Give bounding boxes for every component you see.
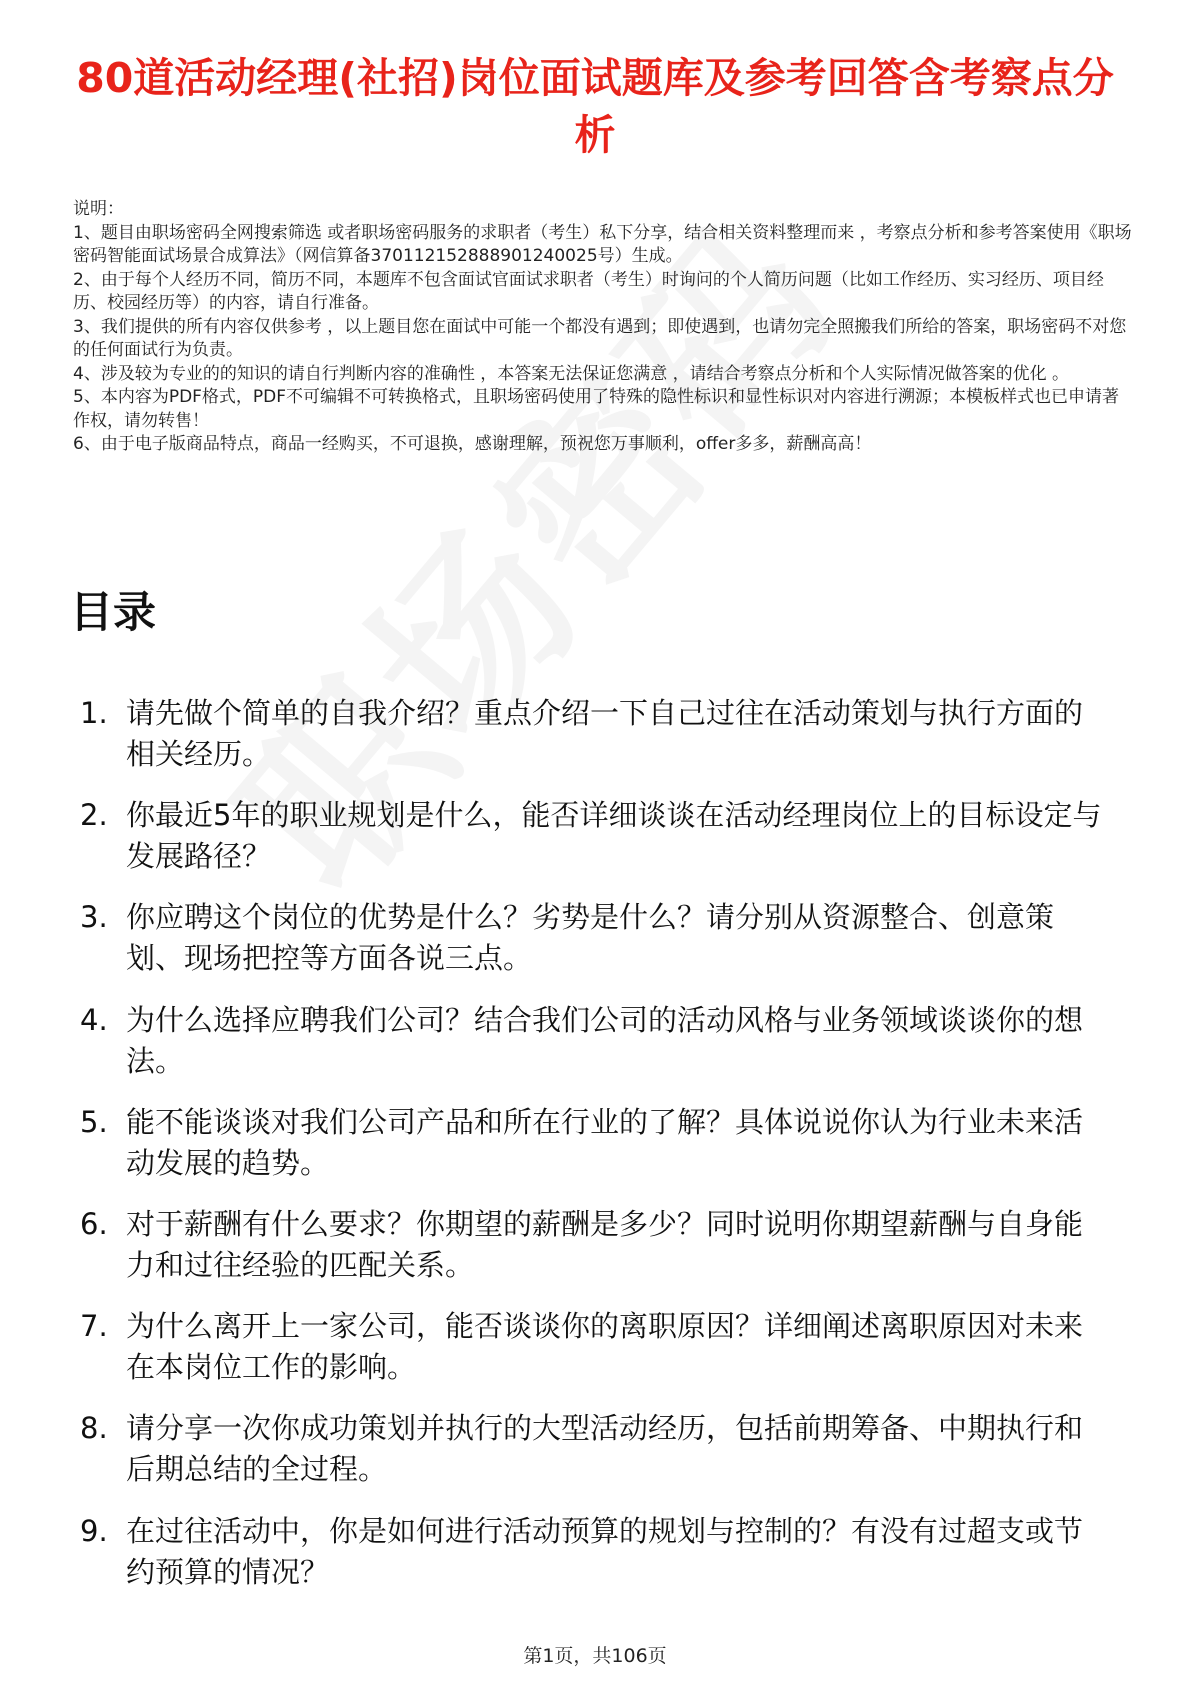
toc-item-number: 1. xyxy=(80,696,108,730)
toc-item[interactable] xyxy=(80,1204,1140,1286)
toc-list xyxy=(80,693,1140,1613)
toc-item-number: 8. xyxy=(80,1411,108,1446)
notes-section xyxy=(73,198,1133,457)
toc-item-text: 请分享一次你成功策划并执行的大型活动经历，包括前期筹备、中期执行和后期总结的全过程。 xyxy=(126,1411,1084,1487)
toc-item-text: 在过往活动中，你是如何进行活动预算的规划与控制的？有没有过超支或节约预算的情况？ xyxy=(126,1513,1084,1589)
toc-item-number: 4. xyxy=(80,1002,108,1037)
note-line: 6、由于电子版商品特点，商品一经购买，不可退换，感谢理解，预祝您万事顺利，offer多多，薪酬高高！ xyxy=(73,434,872,454)
toc-item[interactable] xyxy=(80,1306,1140,1388)
note-line: 4、涉及较为专业的的知识的请自行判断内容的准确性 ，本答案无法保证您满意 ，请结合考察点分析和个人实际情况做答案的优化 。 xyxy=(73,363,1070,384)
note-line: 2、由于每个人经历不同，简历不同，本题库不包含面试官面试求职者（考生）时询问的个人简历问题（比如工作经历、实习经历、项目经历、校园经历等）的内容，请自行准备。 xyxy=(73,269,1104,313)
document-title: 80道活动经理(社招)岗位面试题库及参考回答含考察点分析 xyxy=(76,54,1114,159)
toc-item-text: 你应聘这个岗位的优势是什么？劣势是什么？请分别从资源整合、创意策划、现场把控等方面各说三点。 xyxy=(126,900,1055,976)
toc-item[interactable] xyxy=(80,1408,1140,1490)
toc-item-number: 3. xyxy=(80,900,108,935)
toc-item[interactable] xyxy=(80,795,1140,877)
toc-item-number: 9. xyxy=(80,1513,108,1548)
toc-item[interactable] xyxy=(80,693,1140,775)
toc-item[interactable] xyxy=(80,897,1140,979)
toc-item-text: 请先做个简单的自我介绍？重点介绍一下自己过往在活动策划与执行方面的相关经历。 xyxy=(126,696,1084,771)
toc-item[interactable] xyxy=(80,1511,1140,1593)
toc-item[interactable] xyxy=(80,1102,1140,1184)
toc-item-text: 为什么离开上一家公司，能否谈谈你的离职原因？详细阐述离职原因对未来在本岗位工作的影响。 xyxy=(126,1309,1084,1385)
notes-label: 说明： xyxy=(73,199,124,219)
toc-item-text: 你最近5年的职业规划是什么，能否详细谈谈在活动经理岗位上的目标设定与发展路径？ xyxy=(126,798,1102,874)
toc-heading: 目录 xyxy=(70,588,156,638)
toc-item-number: 6. xyxy=(80,1206,108,1241)
note-line: 1、题目由职场密码全网搜索筛选 或者职场密码服务的求职者（考生）私下分享，结合相关资料整理而来 ，考察点分析和参考答案使用《职场密码智能面试场景合成算法》（网信算备370112152888901240025号）生成。 xyxy=(73,222,1132,266)
toc-item-number: 2. xyxy=(80,798,108,833)
toc-item-number: 5. xyxy=(80,1104,108,1139)
toc-item-text: 为什么选择应聘我们公司？结合我们公司的活动风格与业务领域谈谈你的想法。 xyxy=(126,1002,1084,1078)
note-line: 5、本内容为PDF格式，PDF不可编辑不可转换格式，且职场密码使用了特殊的隐性标识和显性标识对内容进行溯源；本模板样式也已申请著作权，请勿转售！ xyxy=(73,387,1120,431)
toc-item-text: 能不能谈谈对我们公司产品和所在行业的了解？具体说说你认为行业未来活动发展的趋势。 xyxy=(126,1104,1084,1180)
toc-item[interactable] xyxy=(80,1000,1140,1082)
page-footer: 第1页，共106页 xyxy=(523,1645,667,1667)
toc-item-number: 7. xyxy=(80,1309,108,1344)
toc-item-text: 对于薪酬有什么要求？你期望的薪酬是多少？同时说明你期望薪酬与自身能力和过往经验的匹配关系。 xyxy=(126,1206,1084,1282)
note-line: 3、我们提供的所有内容仅供参考 ，以上题目您在面试中可能一个都没有遇到；即使遇到，也请勿完全照搬我们所给的答案，职场密码不对您的任何面试行为负责。 xyxy=(73,316,1127,360)
